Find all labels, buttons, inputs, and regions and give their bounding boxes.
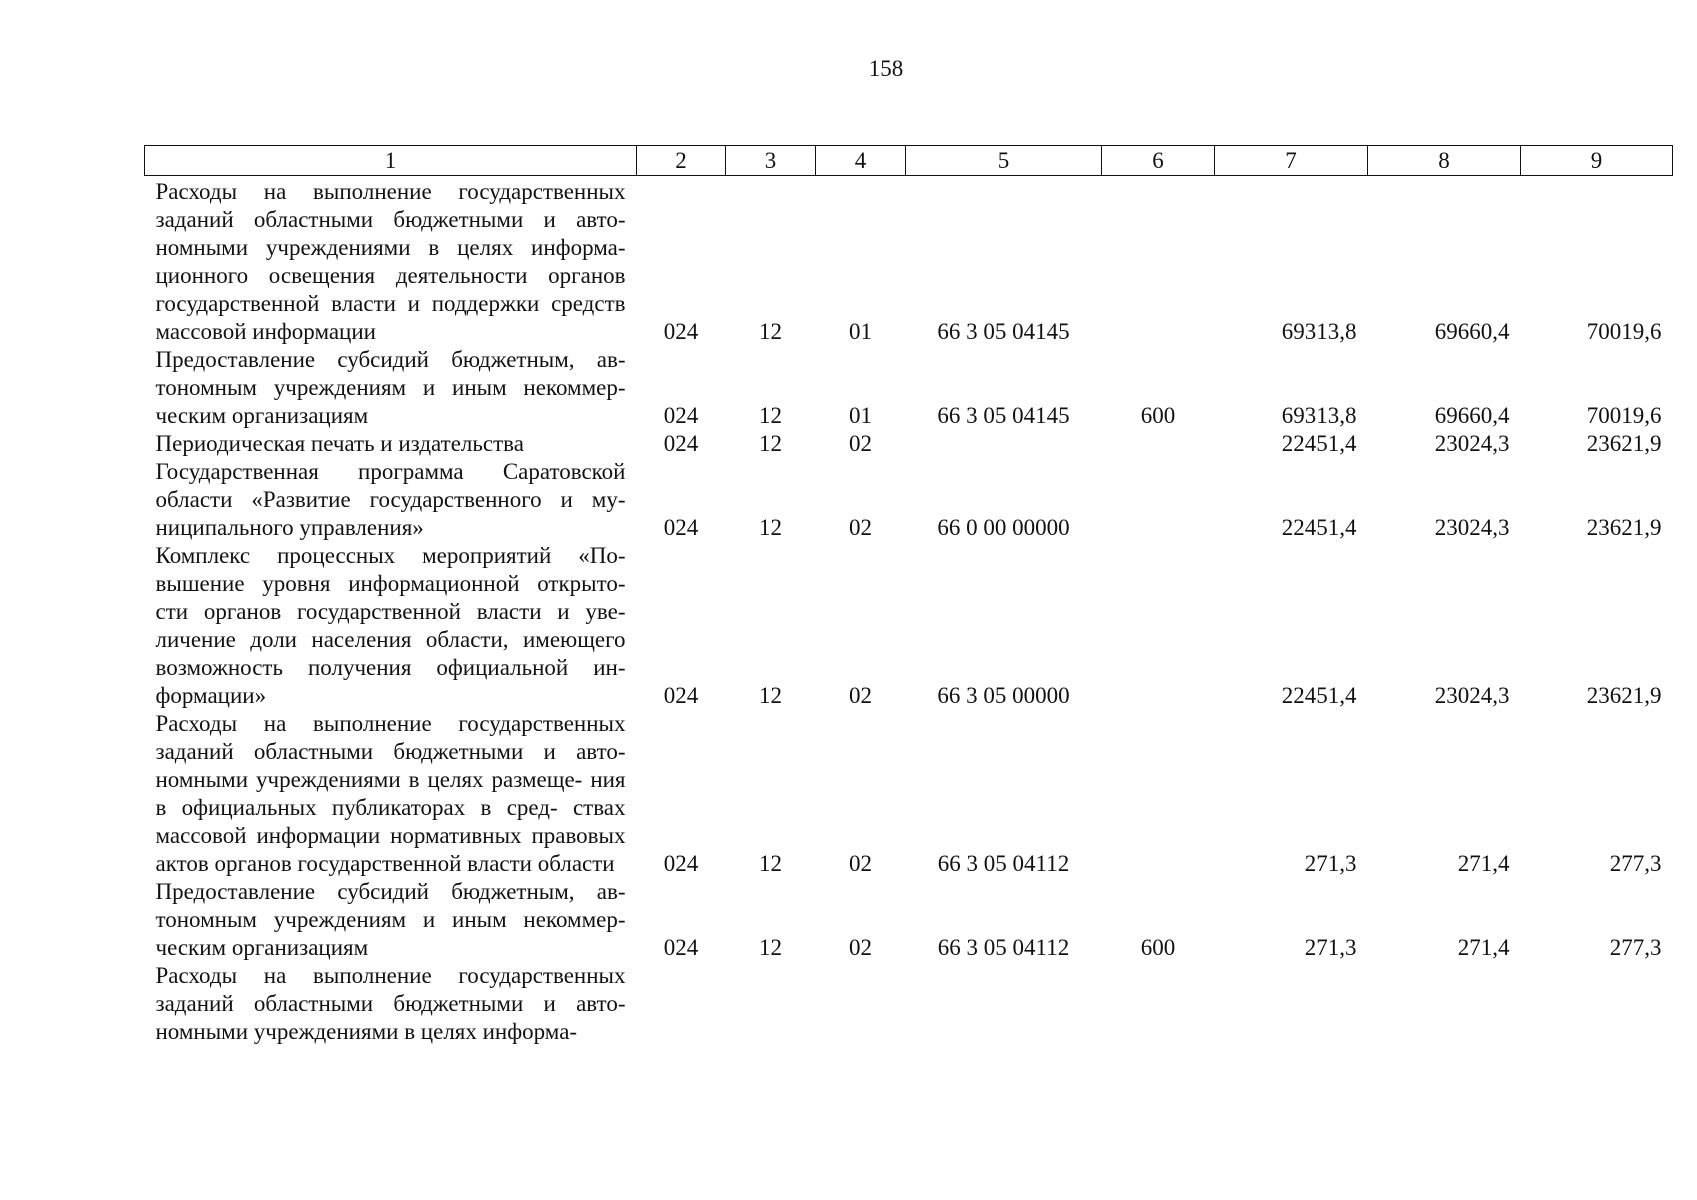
column-header: 7 bbox=[1215, 146, 1368, 176]
amount-year1-cell: 271,3 bbox=[1304, 935, 1357, 960]
column-number-row bbox=[145, 146, 1673, 176]
amount-year1-cell: 22451,4 bbox=[1281, 431, 1357, 456]
item-name-line: номными учреждениями в целях информа- bbox=[155, 1019, 578, 1044]
column-header: 8 bbox=[1368, 146, 1521, 176]
item-name-cell bbox=[145, 542, 637, 710]
expense-type-cell bbox=[1102, 542, 1215, 710]
ministry-code-cell: 024 bbox=[663, 515, 699, 540]
section-code-cell bbox=[726, 962, 816, 1046]
item-name-line: личение доли населения области, имеющего bbox=[155, 627, 626, 652]
section-code-cell: 12 bbox=[759, 935, 782, 960]
item-name-line: Расходы на выполнение государственных bbox=[155, 179, 626, 204]
section-code-cell: 12 bbox=[759, 431, 782, 456]
amount-year1-cell bbox=[1215, 962, 1368, 1046]
amount-year1-cell: 69313,8 bbox=[1281, 403, 1357, 428]
ministry-code-cell: 024 bbox=[663, 683, 699, 708]
amount-year2-cell: 69660,4 bbox=[1434, 319, 1510, 344]
amount-year3-cell: 70019,6 bbox=[1586, 403, 1662, 428]
target-article-cell: 66 0 00 00000 bbox=[937, 515, 1070, 540]
amount-year3-cell: 23621,9 bbox=[1586, 431, 1662, 456]
column-header: 1 bbox=[145, 146, 637, 176]
expense-type-cell bbox=[1102, 176, 1215, 347]
section-code-cell: 12 bbox=[759, 851, 782, 876]
table-row bbox=[145, 962, 1673, 1046]
amount-year3-cell: 277,3 bbox=[1609, 935, 1662, 960]
item-name-cell bbox=[145, 430, 637, 458]
table-row bbox=[145, 346, 1673, 430]
target-article-cell: 66 3 05 00000 bbox=[937, 683, 1070, 708]
ministry-code-cell: 024 bbox=[663, 431, 699, 456]
column-header: 5 bbox=[906, 146, 1102, 176]
amount-year2-cell: 271,4 bbox=[1457, 935, 1510, 960]
column-header: 6 bbox=[1102, 146, 1215, 176]
item-name-cell bbox=[145, 346, 637, 430]
subsection-code-cell: 02 bbox=[849, 515, 872, 540]
item-name-line: власти области bbox=[467, 851, 615, 876]
item-name-line: средств массовой информации bbox=[155, 291, 626, 344]
item-name-line: заданий областными бюджетными и авто- bbox=[155, 207, 626, 232]
item-name-line: ционного освещения деятельности органов bbox=[155, 263, 626, 288]
amount-year2-cell: 271,4 bbox=[1457, 851, 1510, 876]
expense-type-cell bbox=[1102, 710, 1215, 878]
item-name-line: ния в официальных публикаторах в сред- bbox=[155, 767, 626, 820]
section-code-cell: 12 bbox=[759, 319, 782, 344]
target-article-cell bbox=[906, 962, 1102, 1046]
column-header: 2 bbox=[637, 146, 726, 176]
item-name-cell bbox=[145, 710, 637, 878]
item-name-line: Предоставление субсидий бюджетным, ав- bbox=[155, 879, 626, 904]
item-name-cell bbox=[145, 176, 637, 347]
target-article-cell bbox=[906, 430, 1102, 458]
subsection-code-cell: 02 bbox=[849, 935, 872, 960]
amount-year2-cell: 23024,3 bbox=[1434, 431, 1510, 456]
column-header: 3 bbox=[726, 146, 816, 176]
target-article-cell: 66 3 05 04145 bbox=[937, 319, 1070, 344]
subsection-code-cell: 01 bbox=[849, 319, 872, 344]
amount-year2-cell: 23024,3 bbox=[1434, 515, 1510, 540]
amount-year3-cell bbox=[1521, 962, 1673, 1046]
subsection-code-cell: 02 bbox=[849, 431, 872, 456]
column-header: 4 bbox=[816, 146, 906, 176]
table-row bbox=[145, 878, 1673, 962]
item-name-line: Периодическая печать и издательства bbox=[155, 431, 524, 456]
expense-type-cell bbox=[1102, 430, 1215, 458]
table-row bbox=[145, 430, 1673, 458]
item-name-cell bbox=[145, 878, 637, 962]
section-code-cell: 12 bbox=[759, 683, 782, 708]
amount-year2-cell bbox=[1368, 962, 1521, 1046]
item-name-line: заданий областными бюджетными и авто- bbox=[155, 739, 626, 764]
expense-type-cell: 600 bbox=[1140, 403, 1176, 428]
amount-year2-cell: 23024,3 bbox=[1434, 683, 1510, 708]
ministry-code-cell: 024 bbox=[663, 319, 699, 344]
ministry-code-cell bbox=[637, 962, 726, 1046]
subsection-code-cell: 02 bbox=[849, 683, 872, 708]
ministry-code-cell: 024 bbox=[663, 935, 699, 960]
amount-year2-cell: 69660,4 bbox=[1434, 403, 1510, 428]
item-name-line: Расходы на выполнение государственных bbox=[155, 711, 626, 736]
item-name-line: тономным учреждениям и иным некоммер- bbox=[155, 907, 626, 932]
item-name-line: ческим организациям bbox=[155, 403, 369, 428]
target-article-cell: 66 3 05 04112 bbox=[937, 935, 1070, 960]
item-name-line: Комплекс процессных мероприятий «По- bbox=[155, 543, 626, 568]
section-code-cell: 12 bbox=[759, 515, 782, 540]
expense-type-cell bbox=[1102, 962, 1215, 1046]
amount-year1-cell: 271,3 bbox=[1304, 851, 1357, 876]
item-name-line: номными учреждениями в целях информа- bbox=[155, 235, 626, 260]
amount-year3-cell: 277,3 bbox=[1609, 851, 1662, 876]
amount-year1-cell: 22451,4 bbox=[1281, 683, 1357, 708]
budget-table bbox=[144, 145, 1673, 1046]
item-name-line: ческим организациям bbox=[155, 935, 369, 960]
item-name-line: Предоставление субсидий бюджетным, ав- bbox=[155, 347, 626, 372]
amount-year3-cell: 70019,6 bbox=[1586, 319, 1662, 344]
table-body bbox=[145, 176, 1673, 1047]
item-name-cell bbox=[145, 458, 637, 542]
item-name-cell bbox=[145, 962, 637, 1046]
item-name-line: Государственная программа Саратовской bbox=[155, 459, 626, 484]
table-row bbox=[145, 176, 1673, 347]
item-name-line: вышение уровня информационной открыто- bbox=[155, 571, 626, 596]
table-row bbox=[145, 710, 1673, 878]
target-article-cell: 66 3 05 04112 bbox=[937, 851, 1070, 876]
amount-year3-cell: 23621,9 bbox=[1586, 683, 1662, 708]
amount-year1-cell: 22451,4 bbox=[1281, 515, 1357, 540]
section-code-cell: 12 bbox=[759, 403, 782, 428]
item-name-line: формации» bbox=[155, 683, 267, 708]
item-name-line: сти органов государственной власти и уве- bbox=[155, 599, 626, 624]
item-name-line: ниципального управления» bbox=[155, 515, 424, 540]
item-name-line: Расходы на выполнение государственных bbox=[155, 963, 626, 988]
item-name-line: заданий областными бюджетными и авто- bbox=[155, 991, 626, 1016]
expense-type-cell: 600 bbox=[1140, 935, 1176, 960]
amount-year3-cell: 23621,9 bbox=[1586, 515, 1662, 540]
item-name-line: возможность получения официальной ин- bbox=[155, 655, 626, 680]
column-header: 9 bbox=[1521, 146, 1673, 176]
item-name-line: правовых актов органов государственной bbox=[155, 823, 626, 876]
item-name-line: тономным учреждениям и иным некоммер- bbox=[155, 375, 626, 400]
subsection-code-cell: 02 bbox=[849, 851, 872, 876]
table-row bbox=[145, 542, 1673, 710]
item-name-line: области «Развитие государственного и му- bbox=[155, 487, 626, 512]
expense-type-cell bbox=[1102, 458, 1215, 542]
target-article-cell: 66 3 05 04145 bbox=[937, 403, 1070, 428]
page-number: 158 bbox=[868, 56, 904, 81]
item-name-line: ствах массовой информации нормативных bbox=[155, 795, 626, 848]
subsection-code-cell bbox=[816, 962, 906, 1046]
ministry-code-cell: 024 bbox=[663, 851, 699, 876]
amount-year1-cell: 69313,8 bbox=[1281, 319, 1357, 344]
item-name-line: номными учреждениями в целях размеще- bbox=[155, 767, 583, 792]
item-name-line: государственной власти и поддержки bbox=[155, 291, 540, 316]
ministry-code-cell: 024 bbox=[663, 403, 699, 428]
subsection-code-cell: 01 bbox=[849, 403, 872, 428]
table-row bbox=[145, 458, 1673, 542]
